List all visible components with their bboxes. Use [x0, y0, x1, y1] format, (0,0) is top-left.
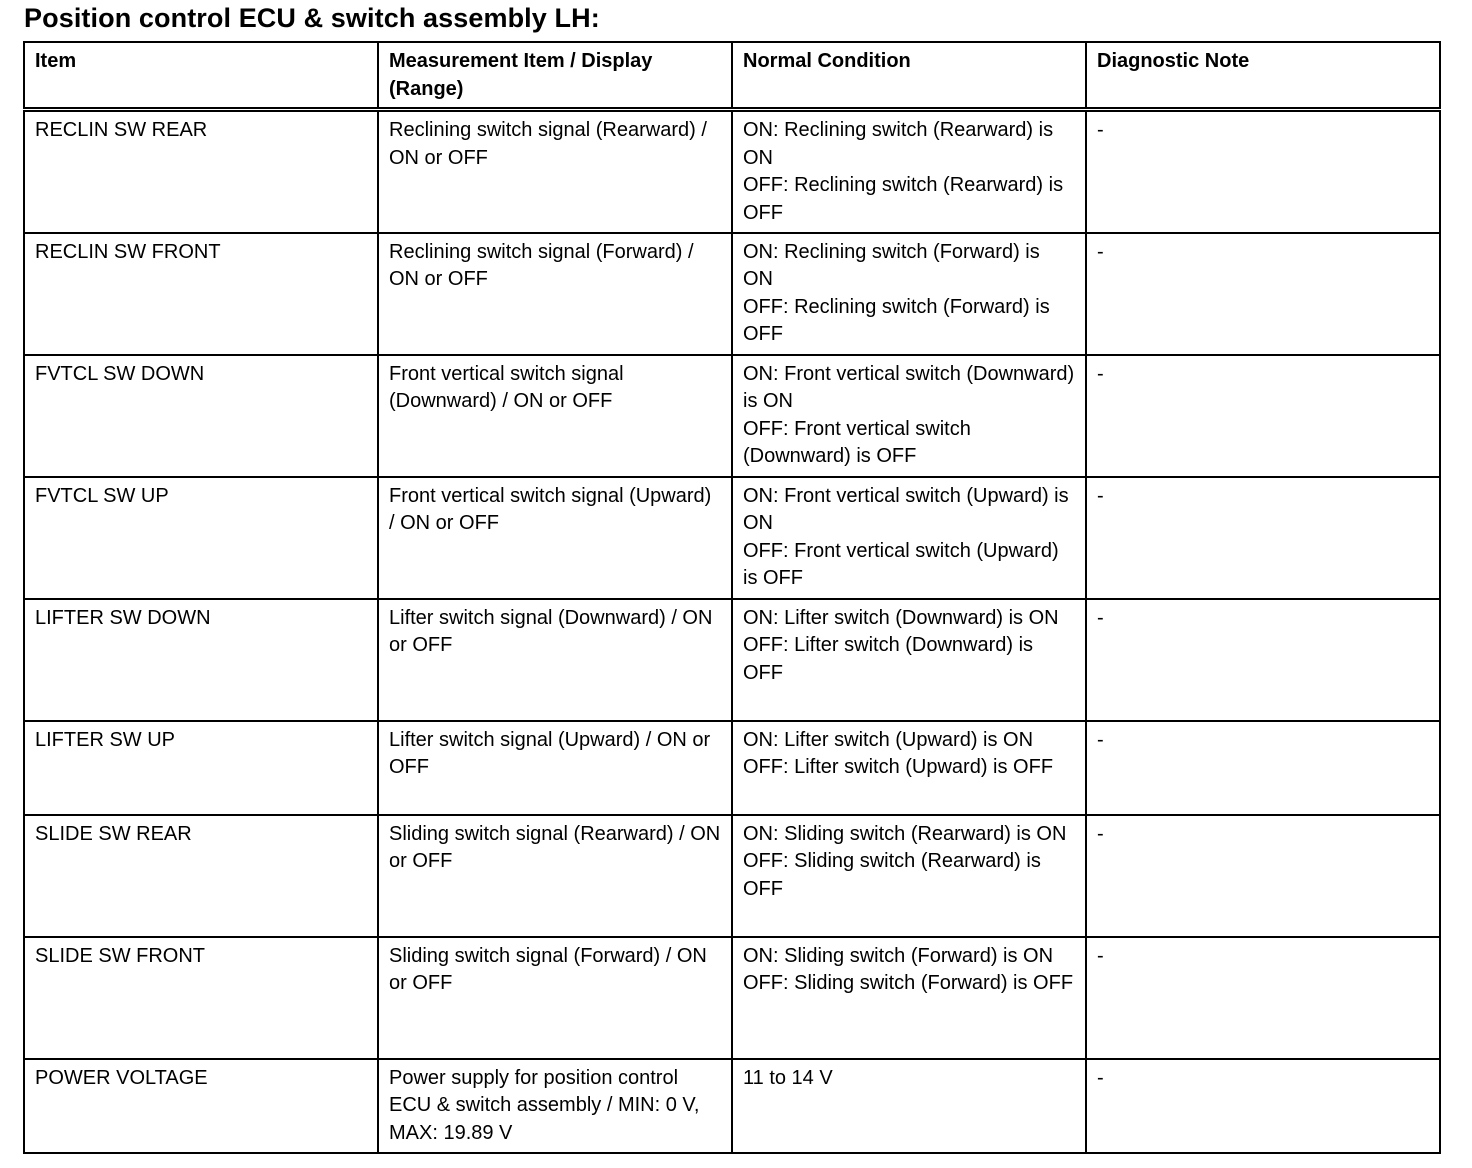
cell-item: SLIDE SW FRONT — [24, 937, 378, 1059]
cell-measurement: Power supply for position control ECU & switch assembly / MIN: 0 V, MAX: 19.89 V — [378, 1059, 732, 1153]
header-measurement: Measurement Item / Display (Range) — [378, 42, 732, 110]
cell-item: FVTCL SW DOWN — [24, 355, 378, 477]
cell-diagnostic-note: - — [1086, 721, 1440, 815]
cell-normal-condition: ON: Sliding switch (Rearward) is ON OFF: Sliding switch (Rearward) is OFF — [732, 815, 1086, 937]
diagnostic-table — [23, 41, 1441, 1154]
cell-normal-condition: ON: Lifter switch (Downward) is ON OFF: Lifter switch (Downward) is OFF — [732, 599, 1086, 721]
cell-normal-condition: ON: Lifter switch (Upward) is ON OFF: Lifter switch (Upward) is OFF — [732, 721, 1086, 815]
cell-measurement: Lifter switch signal (Downward) / ON or OFF — [378, 599, 732, 721]
cell-measurement: Sliding switch signal (Forward) / ON or OFF — [378, 937, 732, 1059]
page-title: Position control ECU & switch assembly LH: — [24, 3, 600, 33]
table-row — [24, 721, 1440, 815]
cell-diagnostic-note: - — [1086, 1059, 1440, 1153]
header-item: Item — [24, 42, 378, 110]
cell-measurement: Sliding switch signal (Rearward) / ON or OFF — [378, 815, 732, 937]
header-normal-condition: Normal Condition — [732, 42, 1086, 110]
table-row — [24, 477, 1440, 599]
table-row — [24, 233, 1440, 355]
cell-diagnostic-note: - — [1086, 599, 1440, 721]
table-row — [24, 937, 1440, 1059]
cell-item: RECLIN SW FRONT — [24, 233, 378, 355]
table-row — [24, 599, 1440, 721]
cell-item: RECLIN SW REAR — [24, 110, 378, 233]
cell-diagnostic-note: - — [1086, 110, 1440, 233]
cell-diagnostic-note: - — [1086, 815, 1440, 937]
cell-measurement: Reclining switch signal (Rearward) / ON or OFF — [378, 110, 732, 233]
cell-item: SLIDE SW REAR — [24, 815, 378, 937]
cell-item: FVTCL SW UP — [24, 477, 378, 599]
table-row — [24, 1059, 1440, 1153]
cell-item: LIFTER SW DOWN — [24, 599, 378, 721]
cell-measurement: Front vertical switch signal (Upward) / ON or OFF — [378, 477, 732, 599]
table-row — [24, 815, 1440, 937]
cell-measurement: Lifter switch signal (Upward) / ON or OFF — [378, 721, 732, 815]
cell-diagnostic-note: - — [1086, 355, 1440, 477]
cell-normal-condition: 11 to 14 V — [732, 1059, 1086, 1153]
cell-normal-condition: ON: Sliding switch (Forward) is ON OFF: Sliding switch (Forward) is OFF — [732, 937, 1086, 1059]
cell-item: POWER VOLTAGE — [24, 1059, 378, 1153]
table-body — [24, 110, 1440, 1153]
table-row — [24, 355, 1440, 477]
table-header — [24, 42, 1440, 110]
header-diagnostic-note: Diagnostic Note — [1086, 42, 1440, 110]
cell-measurement: Front vertical switch signal (Downward) / ON or OFF — [378, 355, 732, 477]
cell-diagnostic-note: - — [1086, 477, 1440, 599]
table-row — [24, 110, 1440, 233]
cell-normal-condition: ON: Front vertical switch (Downward) is ON OFF: Front vertical switch (Downward) is OFF — [732, 355, 1086, 477]
cell-diagnostic-note: - — [1086, 233, 1440, 355]
cell-normal-condition: ON: Reclining switch (Rearward) is ON OFF: Reclining switch (Rearward) is OFF — [732, 110, 1086, 233]
cell-normal-condition: ON: Front vertical switch (Upward) is ON OFF: Front vertical switch (Upward) is OFF — [732, 477, 1086, 599]
header-row — [24, 42, 1440, 110]
cell-diagnostic-note: - — [1086, 937, 1440, 1059]
cell-item: LIFTER SW UP — [24, 721, 378, 815]
cell-measurement: Reclining switch signal (Forward) / ON or OFF — [378, 233, 732, 355]
cell-normal-condition: ON: Reclining switch (Forward) is ON OFF: Reclining switch (Forward) is OFF — [732, 233, 1086, 355]
